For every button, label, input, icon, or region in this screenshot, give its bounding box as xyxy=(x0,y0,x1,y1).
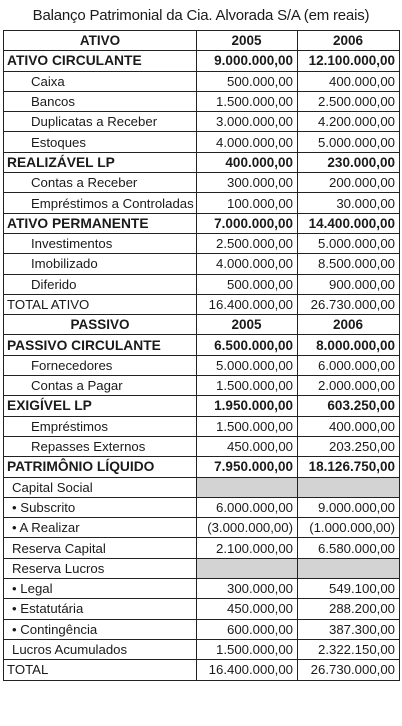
value-2005: 300.000,00 xyxy=(197,173,298,193)
row-label: Contas a Pagar xyxy=(4,376,197,396)
table-row xyxy=(4,274,400,294)
table-row xyxy=(4,639,400,659)
row-label: PASSIVO CIRCULANTE xyxy=(4,335,197,355)
row-label: TOTAL ATIVO xyxy=(4,294,197,314)
table-row xyxy=(4,173,400,193)
value-2005: 450.000,00 xyxy=(197,599,298,619)
value-2006: 6.000.000,00 xyxy=(298,355,400,375)
value-2005: 16.400.000,00 xyxy=(197,660,298,680)
value-2005: 6.000.000,00 xyxy=(197,497,298,517)
value-2005: 400.000,00 xyxy=(197,152,298,172)
row-label: REALIZÁVEL LP xyxy=(4,152,197,172)
value-2006: 387.300,00 xyxy=(298,619,400,639)
row-label: Estoques xyxy=(4,132,197,152)
row-label: PATRIMÔNIO LÍQUIDO xyxy=(4,457,197,477)
value-2006: 200.000,00 xyxy=(298,173,400,193)
row-label: Caixa xyxy=(4,71,197,91)
table-row xyxy=(4,71,400,91)
row-label: Lucros Acumulados xyxy=(4,639,197,659)
table-title: Balanço Patrimonial da Cia. Alvorada S/A (em reais) xyxy=(32,6,370,24)
value-2006: 14.400.000,00 xyxy=(298,213,400,233)
table-row xyxy=(4,416,400,436)
value-2005: 600.000,00 xyxy=(197,619,298,639)
passivo-header-year: 2006 xyxy=(298,315,400,335)
table-row xyxy=(4,497,400,517)
ativo-header-year: 2006 xyxy=(298,31,400,51)
table-row xyxy=(4,457,400,477)
value-2006: 5.000.000,00 xyxy=(298,132,400,152)
value-2005 xyxy=(197,558,298,578)
value-2005: 1.500.000,00 xyxy=(197,416,298,436)
table-row xyxy=(4,132,400,152)
value-2006: 2.322.150,00 xyxy=(298,639,400,659)
value-2006: 2.000.000,00 xyxy=(298,376,400,396)
table-row xyxy=(4,152,400,172)
balance-sheet-table xyxy=(3,30,400,681)
value-2006: 203.250,00 xyxy=(298,436,400,456)
value-2005: 7.950.000,00 xyxy=(197,457,298,477)
ativo-header-label: ATIVO xyxy=(4,31,197,51)
value-2006: 549.100,00 xyxy=(298,579,400,599)
table-row xyxy=(4,518,400,538)
value-2006: 18.126.750,00 xyxy=(298,457,400,477)
row-label: Empréstimos a Controladas xyxy=(4,193,197,213)
value-2006: 288.200,00 xyxy=(298,599,400,619)
table-row xyxy=(4,558,400,578)
table-row xyxy=(4,233,400,253)
value-2005: 4.000.000,00 xyxy=(197,132,298,152)
row-label: ATIVO PERMANENTE xyxy=(4,213,197,233)
row-label: Duplicatas a Receber xyxy=(4,112,197,132)
value-2005: 1.500.000,00 xyxy=(197,91,298,111)
table-row xyxy=(4,294,400,314)
value-2006: 5.000.000,00 xyxy=(298,233,400,253)
value-2006: 26.730.000,00 xyxy=(298,294,400,314)
row-label: Reserva Capital xyxy=(4,538,197,558)
ativo-header-row xyxy=(4,31,400,51)
value-2006: 2.500.000,00 xyxy=(298,91,400,111)
value-2006: 12.100.000,00 xyxy=(298,51,400,71)
table-row xyxy=(4,579,400,599)
row-label: • Legal xyxy=(4,579,197,599)
row-label: TOTAL xyxy=(4,660,197,680)
table-row xyxy=(4,376,400,396)
value-2006: 9.000.000,00 xyxy=(298,497,400,517)
value-2006: 30.000,00 xyxy=(298,193,400,213)
table-row xyxy=(4,477,400,497)
value-2005: (3.000.000,00) xyxy=(197,518,298,538)
value-2005: 100.000,00 xyxy=(197,193,298,213)
row-label: • Estatutária xyxy=(4,599,197,619)
table-row xyxy=(4,619,400,639)
value-2006: 900.000,00 xyxy=(298,274,400,294)
value-2005: 500.000,00 xyxy=(197,71,298,91)
row-label: ATIVO CIRCULANTE xyxy=(4,51,197,71)
passivo-header-year: 2005 xyxy=(197,315,298,335)
value-2005: 1.500.000,00 xyxy=(197,376,298,396)
value-2006: 400.000,00 xyxy=(298,71,400,91)
row-label: Investimentos xyxy=(4,233,197,253)
table-row xyxy=(4,213,400,233)
value-2005: 9.000.000,00 xyxy=(197,51,298,71)
value-2006 xyxy=(298,558,400,578)
value-2006: 8.000.000,00 xyxy=(298,335,400,355)
value-2005: 6.500.000,00 xyxy=(197,335,298,355)
row-label: • Subscrito xyxy=(4,497,197,517)
row-label: Capital Social xyxy=(4,477,197,497)
row-label: Reserva Lucros xyxy=(4,558,197,578)
row-label: • Contingência xyxy=(4,619,197,639)
ativo-header-year: 2005 xyxy=(197,31,298,51)
value-2006: 26.730.000,00 xyxy=(298,660,400,680)
row-label: Empréstimos xyxy=(4,416,197,436)
table-row xyxy=(4,112,400,132)
value-2005: 1.500.000,00 xyxy=(197,639,298,659)
value-2006: 6.580.000,00 xyxy=(298,538,400,558)
value-2005: 4.000.000,00 xyxy=(197,254,298,274)
value-2005: 1.950.000,00 xyxy=(197,396,298,416)
value-2005: 2.100.000,00 xyxy=(197,538,298,558)
row-label: Imobilizado xyxy=(4,254,197,274)
value-2005: 7.000.000,00 xyxy=(197,213,298,233)
table-row xyxy=(4,355,400,375)
table-row xyxy=(4,660,400,680)
row-label: Repasses Externos xyxy=(4,436,197,456)
value-2006: 8.500.000,00 xyxy=(298,254,400,274)
row-label: Bancos xyxy=(4,91,197,111)
passivo-header-label: PASSIVO xyxy=(4,315,197,335)
table-row xyxy=(4,91,400,111)
value-2005: 2.500.000,00 xyxy=(197,233,298,253)
table-row xyxy=(4,538,400,558)
table-row xyxy=(4,436,400,456)
value-2006: (1.000.000,00) xyxy=(298,518,400,538)
value-2005: 450.000,00 xyxy=(197,436,298,456)
row-label: Contas a Receber xyxy=(4,173,197,193)
value-2006: 603.250,00 xyxy=(298,396,400,416)
table-row xyxy=(4,51,400,71)
table-row xyxy=(4,599,400,619)
passivo-header-row xyxy=(4,315,400,335)
row-label: EXIGÍVEL LP xyxy=(4,396,197,416)
value-2005: 300.000,00 xyxy=(197,579,298,599)
table-row xyxy=(4,193,400,213)
table-row xyxy=(4,396,400,416)
row-label: Diferido xyxy=(4,274,197,294)
value-2006: 230.000,00 xyxy=(298,152,400,172)
row-label: Fornecedores xyxy=(4,355,197,375)
table-row xyxy=(4,335,400,355)
table-row xyxy=(4,254,400,274)
value-2005: 3.000.000,00 xyxy=(197,112,298,132)
row-label: • A Realizar xyxy=(4,518,197,538)
value-2006 xyxy=(298,477,400,497)
value-2006: 4.200.000,00 xyxy=(298,112,400,132)
value-2006: 400.000,00 xyxy=(298,416,400,436)
value-2005: 16.400.000,00 xyxy=(197,294,298,314)
value-2005 xyxy=(197,477,298,497)
value-2005: 5.000.000,00 xyxy=(197,355,298,375)
balance-sheet-body xyxy=(4,31,400,681)
value-2005: 500.000,00 xyxy=(197,274,298,294)
